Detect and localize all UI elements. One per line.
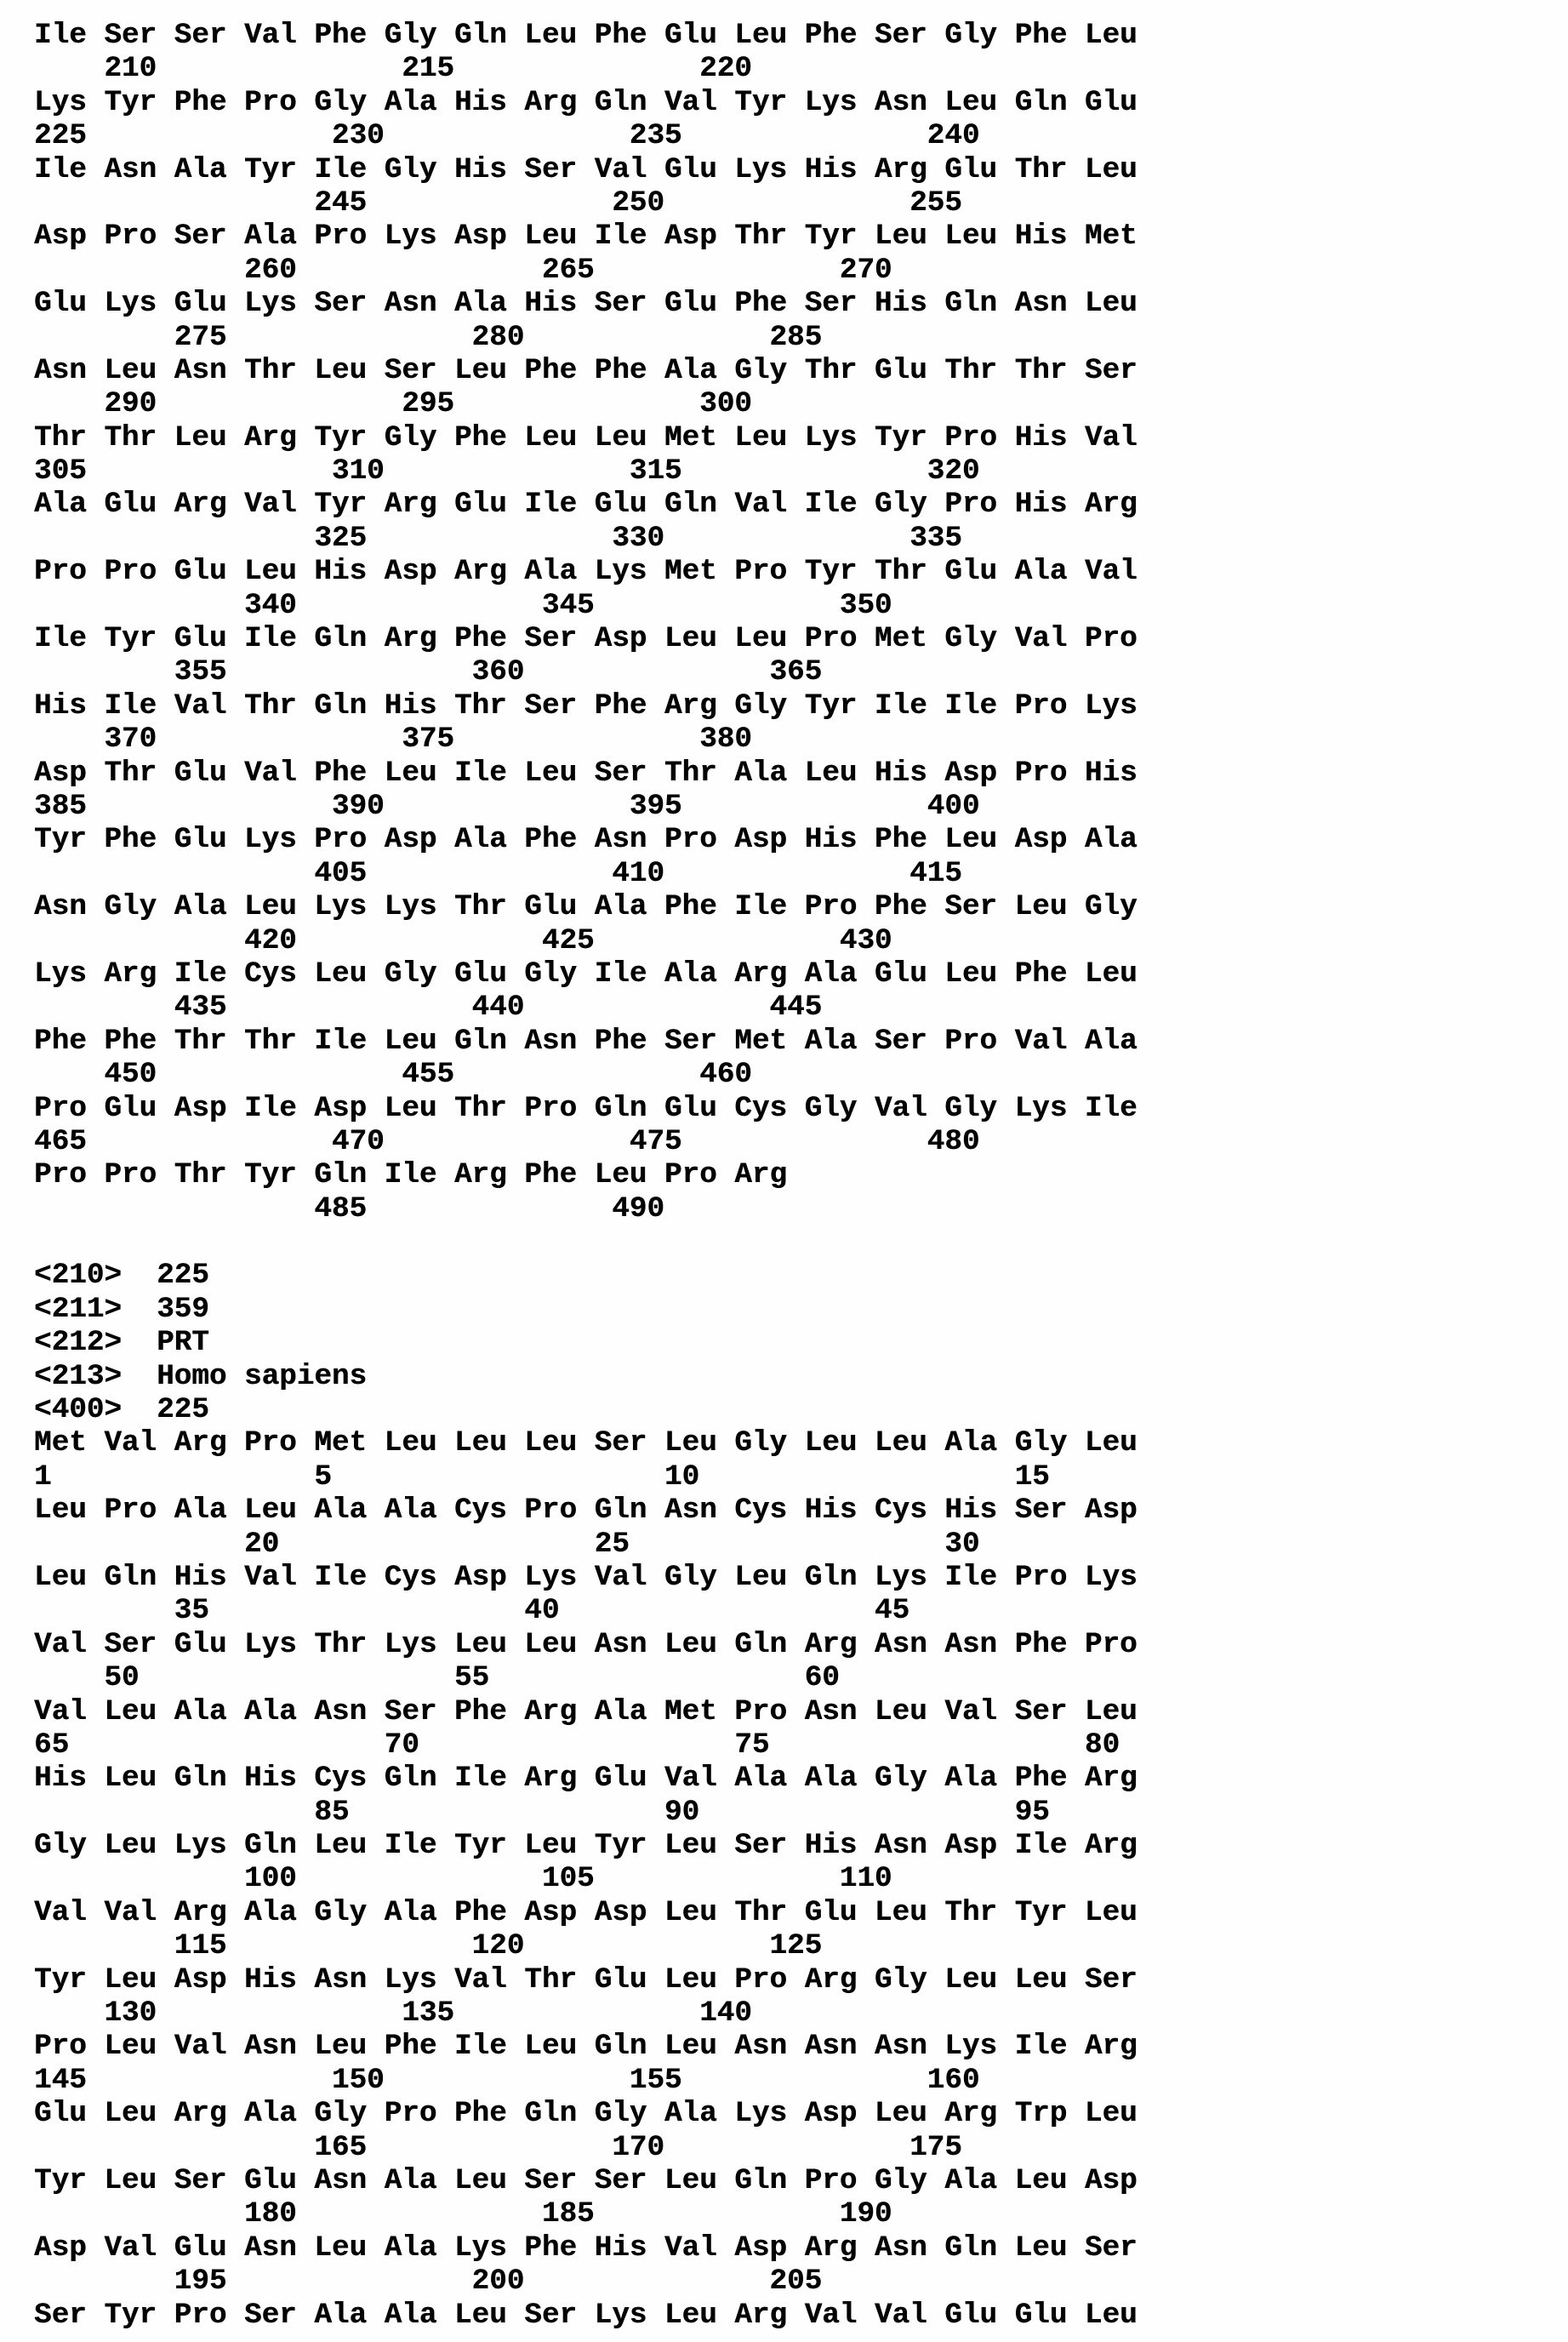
sequence-residue-line: Glu Lys Glu Lys Ser Asn Ala His Ser Glu Phe Ser His Gln Asn Leu (34, 287, 1138, 321)
sequence-residue-line: Met Val Arg Pro Met Leu Leu Leu Ser Leu Gly Leu Leu Ala Gly Leu (34, 1426, 1138, 1460)
residue-number-line: 405 410 415 (34, 856, 962, 890)
sequence-residue-line: Glu Leu Arg Ala Gly Pro Phe Gln Gly Ala Lys Asp Leu Arg Trp Leu (34, 2097, 1138, 2131)
sequence-residue-line: Pro Pro Glu Leu His Asp Arg Ala Lys Met Pro Tyr Thr Glu Ala Val (34, 555, 1138, 589)
sequence-residue-line: Phe Phe Thr Thr Ile Leu Gln Asn Phe Ser Met Ala Ser Pro Val Ala (34, 1024, 1138, 1058)
residue-number-line: 20 25 30 (34, 1527, 980, 1561)
residue-number-line: 465 470 475 480 (34, 1124, 980, 1158)
sequence-residue-line: Pro Pro Thr Tyr Gln Ile Arg Phe Leu Pro Arg (34, 1158, 788, 1192)
residue-number-line: 355 360 365 (34, 655, 823, 689)
residue-number-line: 420 425 430 (34, 923, 892, 957)
residue-number-line: 305 310 315 320 (34, 454, 980, 488)
sequence-residue-line: Val Val Arg Ala Gly Ala Phe Asp Asp Leu Thr Glu Leu Thr Tyr Leu (34, 1895, 1138, 1929)
sequence-residue-line: Lys Arg Ile Cys Leu Gly Glu Gly Ile Ala Arg Ala Glu Leu Phe Leu (34, 957, 1138, 991)
sequence-residue-line: Asp Thr Glu Val Phe Leu Ile Leu Ser Thr Ala Leu His Asp Pro His (34, 756, 1138, 790)
sequence-residue-line: His Ile Val Thr Gln His Thr Ser Phe Arg Gly Tyr Ile Ile Pro Lys (34, 688, 1138, 723)
residue-number-line: 210 215 220 (34, 52, 752, 86)
residue-number-line: 65 70 75 80 (34, 1728, 1120, 1762)
residue-number-line: 180 185 190 (34, 2197, 892, 2231)
residue-number-line: 340 345 350 (34, 588, 892, 622)
residue-number-line: 145 150 155 160 (34, 2063, 980, 2097)
sequence-residue-line: Thr Thr Leu Arg Tyr Gly Phe Leu Leu Met Leu Lys Tyr Pro His Val (34, 420, 1138, 454)
residue-number-line: 130 135 140 (34, 1996, 752, 2031)
sequence-residue-line: Tyr Phe Glu Lys Pro Asp Ala Phe Asn Pro Asp His Phe Leu Asp Ala (34, 823, 1138, 857)
sequence-residue-line: Pro Glu Asp Ile Asp Leu Thr Pro Gln Glu Cys Gly Val Gly Lys Ile (34, 1091, 1138, 1125)
residue-number-line: 115 120 125 (34, 1929, 823, 1963)
residue-number-line: 450 455 460 (34, 1058, 752, 1092)
sequence-residue-line: Lys Tyr Phe Pro Gly Ala His Arg Gln Val Tyr Lys Asn Leu Gln Glu (34, 85, 1138, 119)
residue-number-line: 245 250 255 (34, 186, 962, 220)
residue-number-line: 100 105 110 (34, 1862, 892, 1896)
feature-header-line: <400> 225 (34, 1393, 209, 1427)
residue-number-line: 1 5 10 15 (34, 1459, 1050, 1494)
sequence-residue-line: Ala Glu Arg Val Tyr Arg Glu Ile Glu Gln Val Ile Gly Pro His Arg (34, 488, 1138, 522)
residue-number-line: 290 295 300 (34, 387, 752, 421)
residue-number-line: 435 440 445 (34, 991, 823, 1025)
feature-header-line: <212> PRT (34, 1326, 209, 1360)
feature-header-line: <213> Homo sapiens (34, 1359, 368, 1393)
sequence-residue-line: Asp Pro Ser Ala Pro Lys Asp Leu Ile Asp Thr Tyr Leu Leu His Met (34, 220, 1138, 254)
feature-header-line: <211> 359 (34, 1292, 209, 1326)
sequence-residue-line: Leu Gln His Val Ile Cys Asp Lys Val Gly Leu Gln Lys Ile Pro Lys (34, 1560, 1138, 1594)
blank-line (34, 1225, 1568, 1259)
sequence-residue-line: Pro Leu Val Asn Leu Phe Ile Leu Gln Leu Asn Asn Asn Lys Ile Arg (34, 2030, 1138, 2064)
residue-number-line: 195 200 205 (34, 2265, 823, 2299)
sequence-residue-line: Ile Tyr Glu Ile Gln Arg Phe Ser Asp Leu Leu Pro Met Gly Val Pro (34, 622, 1138, 656)
sequence-residue-line: Leu Pro Ala Leu Ala Ala Cys Pro Gln Asn Cys His Cys His Ser Asp (34, 1494, 1138, 1528)
residue-number-line: 85 90 95 (34, 1795, 1050, 1829)
sequence-residue-line: Val Leu Ala Ala Asn Ser Phe Arg Ala Met Pro Asn Leu Val Ser Leu (34, 1694, 1138, 1728)
feature-header-line: <210> 225 (34, 1259, 209, 1293)
residue-number-line: 370 375 380 (34, 723, 752, 757)
sequence-residue-line: Ile Asn Ala Tyr Ile Gly His Ser Val Glu Lys His Arg Glu Thr Leu (34, 152, 1138, 186)
sequence-residue-line: Ile Ser Ser Val Phe Gly Gln Leu Phe Glu Leu Phe Ser Gly Phe Leu (34, 19, 1138, 52)
sequence-residue-line: Tyr Leu Asp His Asn Lys Val Thr Glu Leu Pro Arg Gly Leu Leu Ser (34, 1962, 1138, 1996)
sequence-residue-line: Asn Gly Ala Leu Lys Lys Thr Glu Ala Phe Ile Pro Phe Ser Leu Gly (34, 890, 1138, 924)
residue-number-line: 485 490 (34, 1191, 664, 1225)
residue-number-line: 385 390 395 400 (34, 789, 980, 823)
residue-number-line: 260 265 270 (34, 253, 892, 287)
residue-number-line: 165 170 175 (34, 2130, 962, 2164)
sequence-residue-line: His Leu Gln His Cys Gln Ile Arg Glu Val Ala Ala Gly Ala Phe Arg (34, 1762, 1138, 1796)
sequence-residue-line: Val Ser Glu Lys Thr Lys Leu Leu Asn Leu Gln Arg Asn Asn Phe Pro (34, 1627, 1138, 1661)
sequence-residue-line: Asp Val Glu Asn Leu Ala Lys Phe His Val Asp Arg Asn Gln Leu Ser (34, 2231, 1138, 2265)
residue-number-line: 35 40 45 (34, 1594, 910, 1628)
sequence-listing-text (34, 19, 1568, 2332)
residue-number-line: 325 330 335 (34, 521, 962, 555)
residue-number-line: 225 230 235 240 (34, 119, 980, 153)
sequence-residue-line: Gly Leu Lys Gln Leu Ile Tyr Leu Tyr Leu Ser His Asn Asp Ile Arg (34, 1829, 1138, 1863)
residue-number-line: 50 55 60 (34, 1661, 840, 1695)
sequence-residue-line: Asn Leu Asn Thr Leu Ser Leu Phe Phe Ala Gly Thr Glu Thr Thr Ser (34, 353, 1138, 387)
sequence-residue-line: Ser Tyr Pro Ser Ala Ala Leu Ser Lys Leu Arg Val Val Glu Glu Leu (34, 2298, 1138, 2332)
residue-number-line: 275 280 285 (34, 320, 823, 354)
sequence-residue-line: Tyr Leu Ser Glu Asn Ala Leu Ser Ser Leu Gln Pro Gly Ala Leu Asp (34, 2164, 1138, 2197)
